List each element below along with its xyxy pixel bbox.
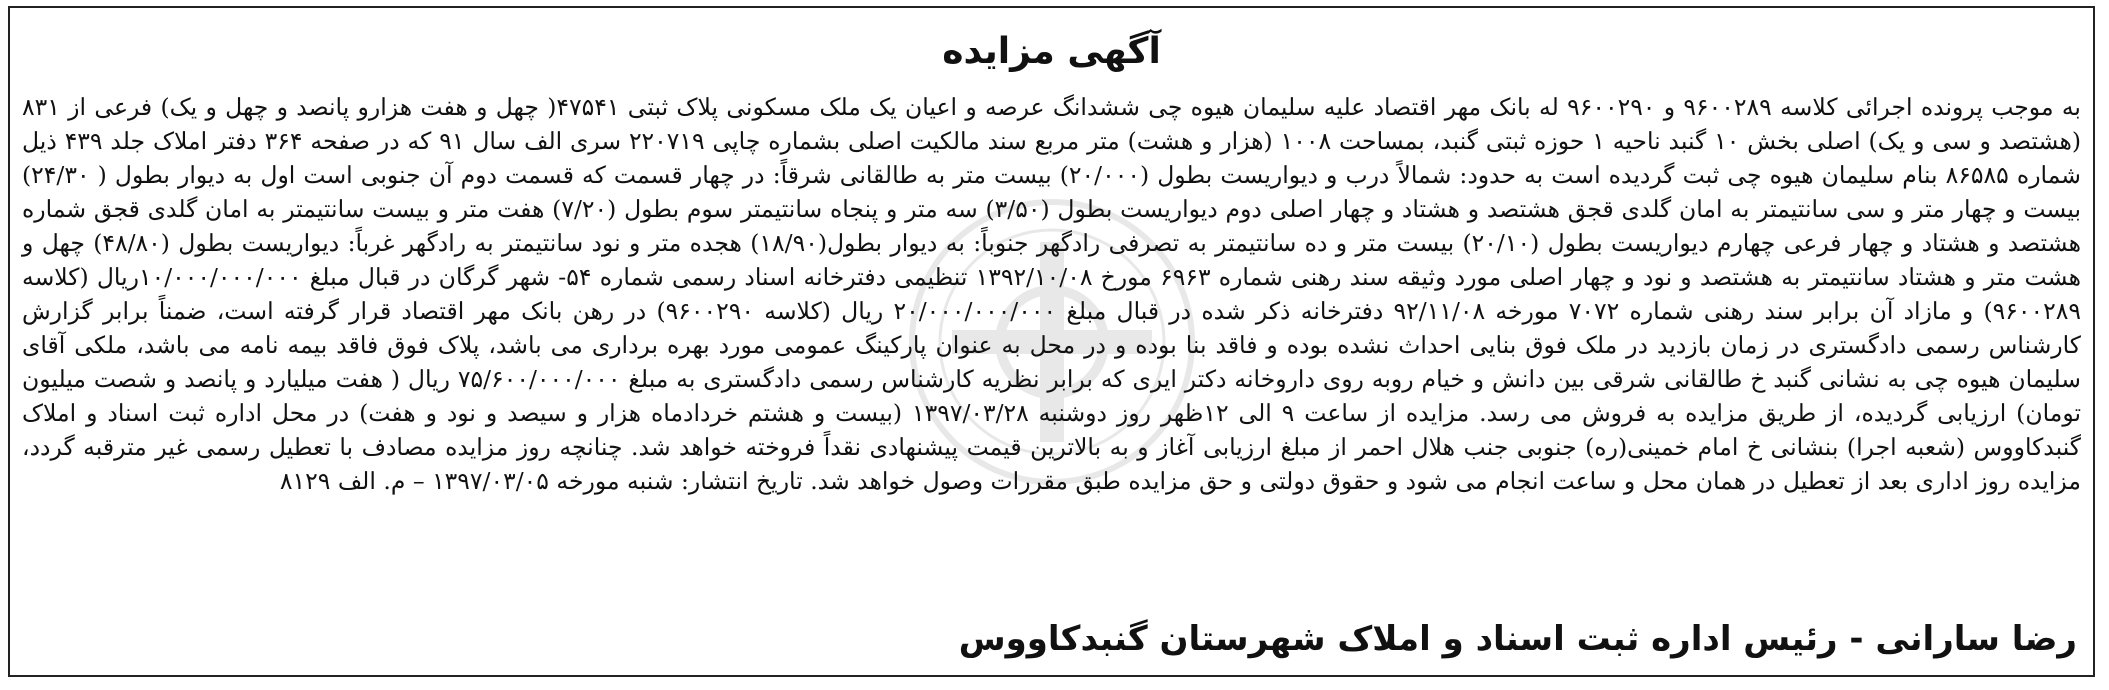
notice-signature: رضا سارانی - رئیس اداره ثبت اسناد و املاک شهرستان گنبدکاووس	[958, 619, 2077, 659]
notice-title: آگهی مزایده	[942, 31, 1161, 72]
notice-frame	[8, 6, 2095, 677]
notice-body: به موجب پرونده اجرائی کلاسه ۹۶۰۰۲۸۹ و ۹۶۰۰۲۹۰ له بانک مهر اقتصاد علیه سلیمان هیوه چی ششدانگ عرصه و اعیان یک ملک مسکونی پلاک ثبتی ۴۷۵۴۱( چهل و هفت هزارو پانصد و چهل و یک) فرعی از ۸۳۱ (هشتصد و سی و یک) اصلی بخش ۱۰ گنبد ناحیه ۱ حوزه ثبتی گنبد، بمساحت ۱۰۰۸ (هزار و هشت) متر مربع سند مالکیت اصلی بشماره چاپی ۲۲۰۷۱۹ سری الف سال ۹۱ که در صفحه ۳۶۴ دفتر املاک جلد ۴۳۹ ذیل شماره ۸۶۵۸۵ بنام سلیمان هیوه چی ثبت گردیده است به حدود: شمالاً درب و دیواریست بطول (۲۰/۰۰۰) بیست متر به طالقانی شرقاً: در چهار قسمت که قسمت دوم آن جنوبی است اول به دیوار بطول ( ۲۴/۳۰) بیست و چهار متر و سی سانتیمتر به امان گلدی قجق هشتصد و هشتاد و چهار اصلی دوم دیواریست بطول (۳/۵۰) سه متر و پنجاه سانتیمتر سوم بطول (۷/۲۰) هفت متر و بیست سانتیمتر به امان گلدی قجق شماره هشتصد و هشتاد و چهار فرعی چهارم دیواریست بطول (۲۰/۱۰) بیست متر و ده سانتیمتر به تصرفی رادگهر جنوباً: به دیوار بطول(۱۸/۹۰) هجده متر و نود سانتیمتر به رادگهر غرباً: دیواریست بطول (۴۸/۸۰) چهل و هشت متر و هشتاد سانتیمتر به هشتصد و نود و چهار اصلی مورد وثیقه سند رهنی شماره ۶۹۶۳ مورخ ۱۳۹۲/۱۰/۰۸ تنظیمی دفترخانه اسناد رسمی شماره ۵۴- شهر گرگان در قبال مبلغ ۱۰/۰۰۰/۰۰۰/۰۰۰ریال (کلاسه ۹۶۰۰۲۸۹) و مازاد آن برابر سند رهنی شماره ۷۰۷۲ مورخه ۹۲/۱۱/۰۸ دفترخانه ذکر شده در قبال مبلغ ۲۰/۰۰۰/۰۰۰/۰۰۰ ریال (کلاسه ۹۶۰۰۲۹۰) در رهن بانک مهر اقتصاد قرار گرفته است، ضمناً برابر گزارش کارشناس رسمی دادگستری در زمان بازدید در ملک فوق بنایی احداث نشده بوده و فاقد بنا بوده و در محل به عنوان پارکینگ عمومی مورد بهره برداری می باشد، پلاک فوق فاقد بیمه نامه می باشد، ملکی آقای سلیمان هیوه چی به نشانی گنبد خ طالقانی شرقی بین دانش و خیام روبه روی داروخانه دکتر ایری که برابر نظریه کارشناس رسمی دادگستری به مبلغ ۷۵/۶۰۰/۰۰۰/۰۰۰ ریال ( هفت میلیارد و پانصد و شصت میلیون تومان) ارزیابی گردیده، از طریق مزایده به فروش می رسد. مزایده از ساعت ۹ الی ۱۲ظهر روز دوشنبه ۱۳۹۷/۰۳/۲۸ (بیست و هشتم خردادماه هزار و سیصد و نود و هفت) در محل اداره ثبت اسناد و املاک گنبدکاووس (شعبه اجرا) بنشانی خ امام خمینی(ره) جنوبی جنب هلال احمر از مبلغ ارزیابی آغاز و به بالاترین قیمت پیشنهادی نقداً فروخته خواهد شد. چنانچه روز مزایده مصادف با تعطیل رسمی غیر مترقبه گردد، مزایده روز اداری بعد از تعطیل در همان محل و ساعت انجام می شود و حقوق دولتی و حق مزایده طبق مقررات وصول خواهد شد. تاریخ انتشار: شنبه مورخه ۱۳۹۷/۰۳/۰۵ – م. الف ۸۱۲۹	[22, 93, 2082, 495]
